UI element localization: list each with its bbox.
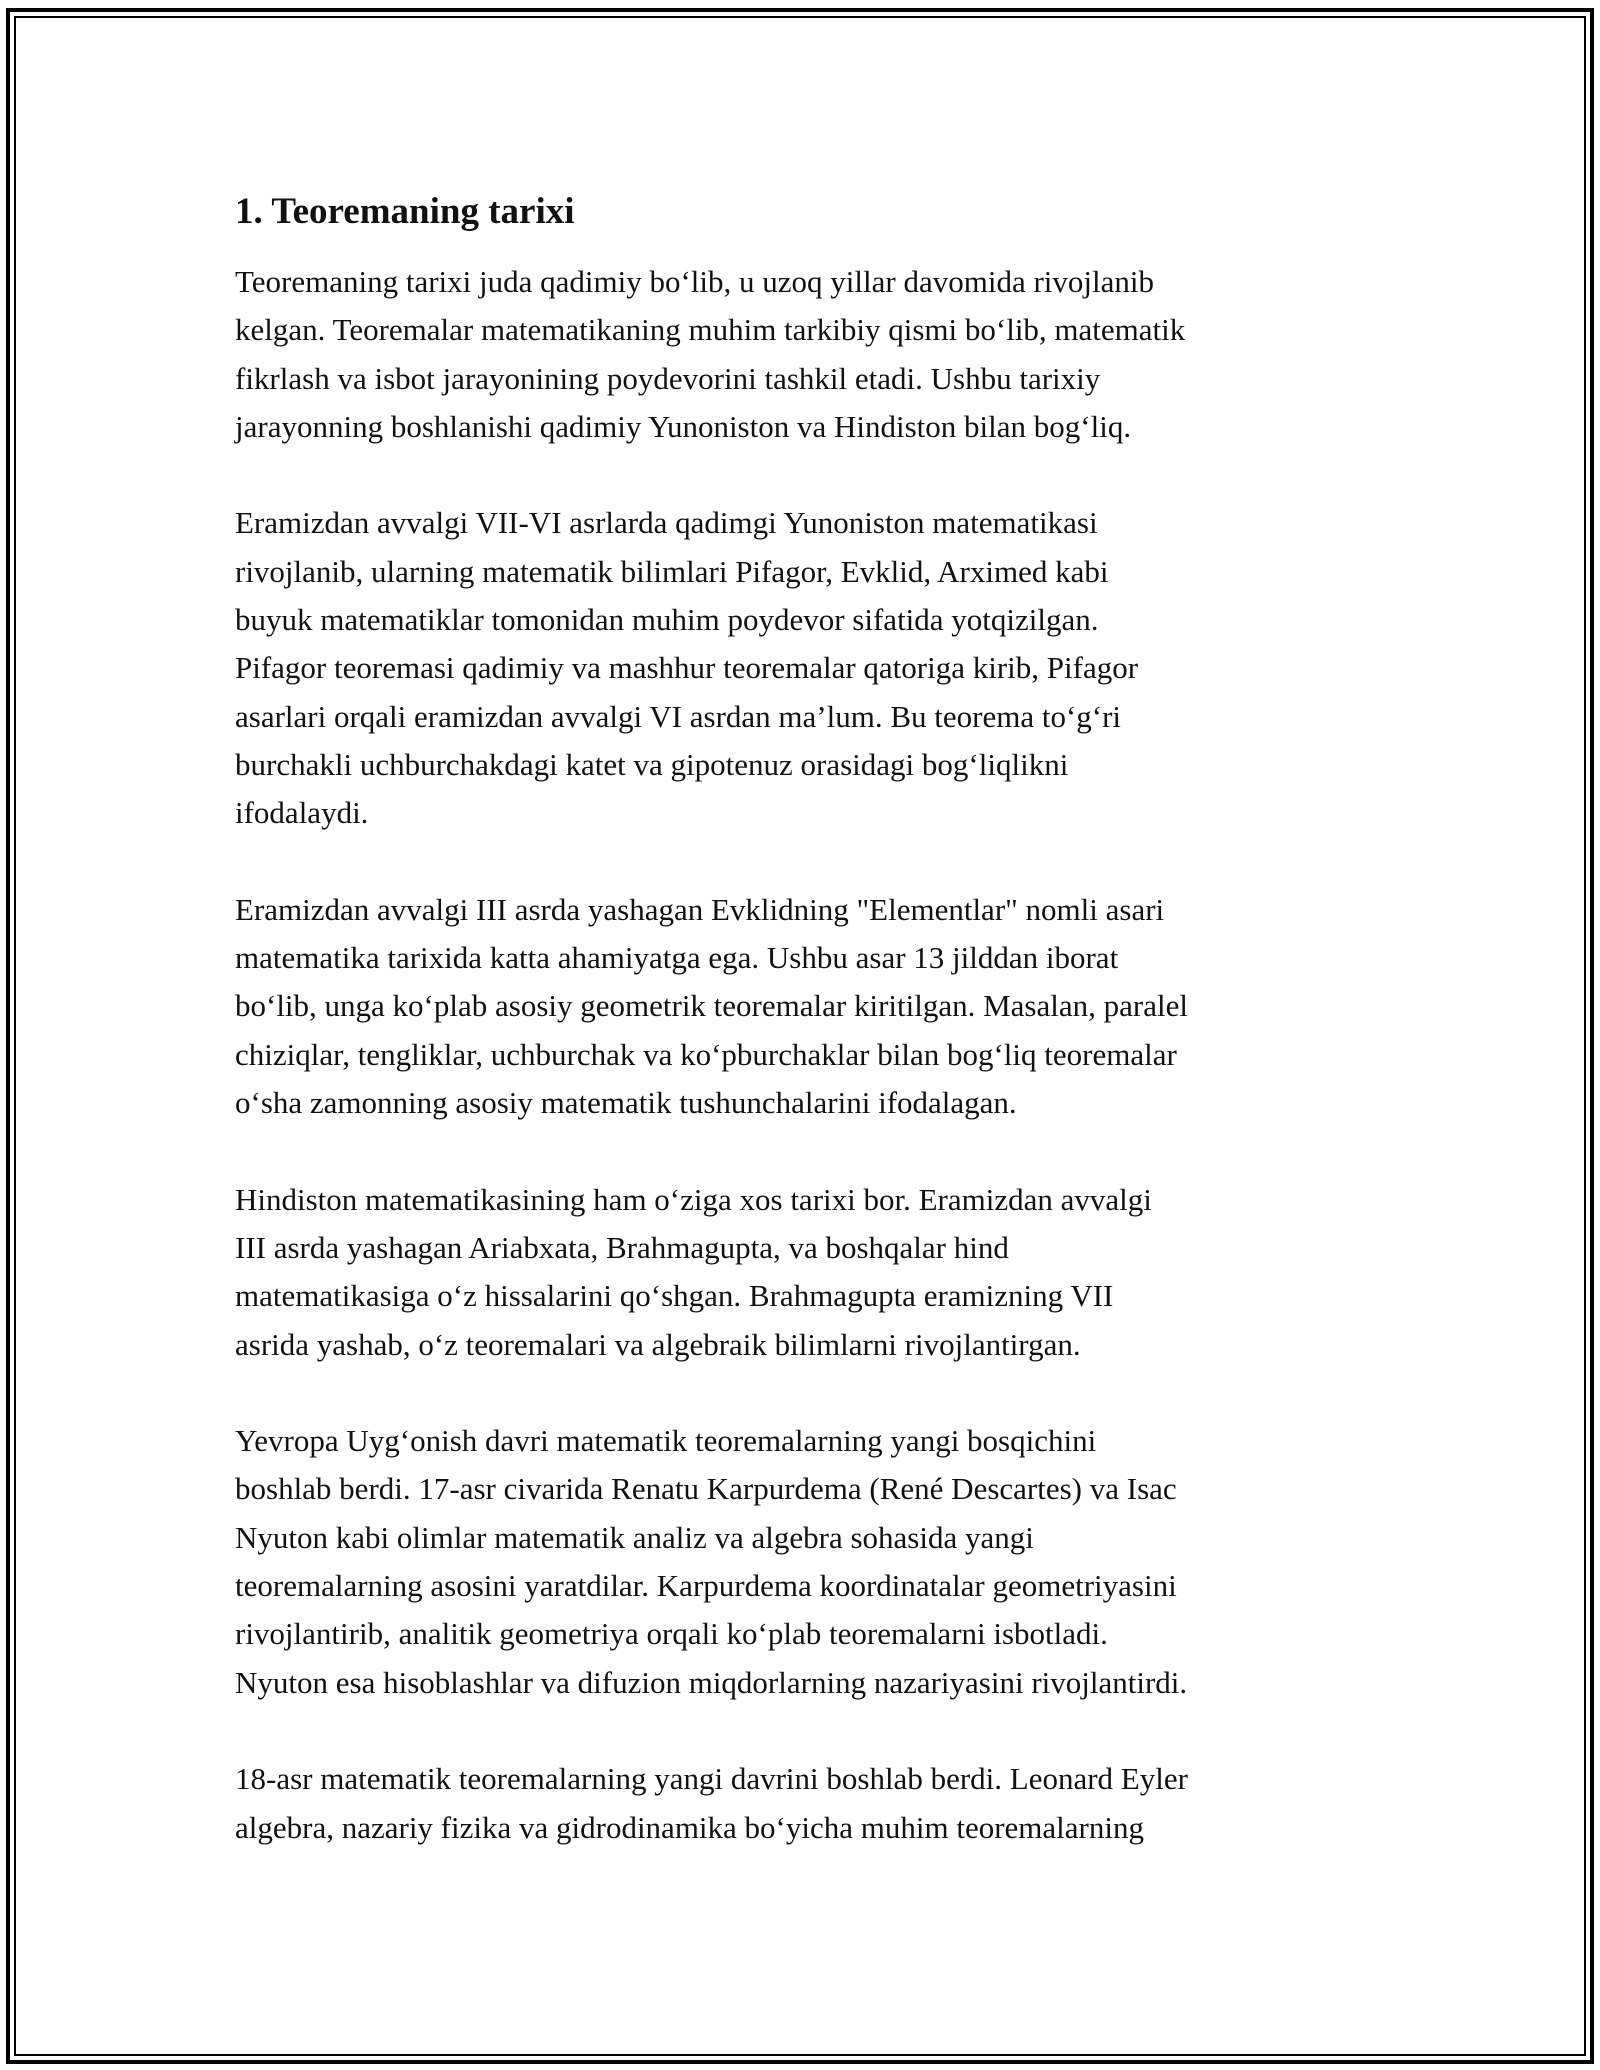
paragraph-line: III asrda yashagan Ariabxata, Brahmagupta, va boshqalar hind — [235, 1229, 1009, 1265]
paragraph — [235, 258, 1375, 451]
paragraph-line: Nyuton kabi olimlar matematik analiz va algebra sohasida yangi — [235, 1519, 1034, 1555]
paragraph — [235, 1755, 1375, 1852]
paragraph-line: teoremalarning asosini yaratdilar. Karpurdema koordinatalar geometriyasini — [235, 1568, 1177, 1604]
paragraph-line: jarayonning boshlanishi qadimiy Yunoniston va Hindiston bilan bog‘liq. — [235, 408, 1132, 444]
paragraph-line: Eramizdan avvalgi III asrda yashagan Evklidning "Elementlar" nomli asari — [235, 891, 1165, 927]
paragraph-line: Yevropa Uyg‘onish davri matematik teoremalarning yangi bosqichini — [235, 1423, 1097, 1459]
paragraph-line: Pifagor teoremasi qadimiy va mashhur teoremalar qatoriga kirib, Pifagor — [235, 650, 1139, 686]
paragraph-line: chiziqlar, tengliklar, uchburchak va ko‘pburchaklar bilan bog‘liq teoremalar — [235, 1036, 1177, 1072]
paragraph-line: bo‘lib, unga ko‘plab asosiy geometrik teoremalar kiritilgan. Masalan, paralel — [235, 988, 1188, 1024]
section-heading: 1. Teoremaning tarixi — [235, 191, 575, 232]
paragraph — [235, 886, 1375, 1127]
paragraph-line: algebra, nazariy fizika va gidrodinamika bo‘yicha muhim teoremalarning — [235, 1809, 1144, 1845]
paragraph-line: fikrlash va isbot jarayonining poydevorini tashkil etadi. Ushbu tarixiy — [235, 360, 1101, 396]
paragraph-line: asarlari orqali eramizdan avvalgi VI asrdan ma’lum. Bu teorema to‘g‘ri — [235, 698, 1122, 734]
document-body — [235, 186, 1375, 1900]
paragraph-line: buyuk matematiklar tomonidan muhim poydevor sifatida yotqizilgan. — [235, 602, 1099, 638]
paragraph-list — [235, 258, 1375, 1852]
paragraph-line: Eramizdan avvalgi VII-VI asrlarda qadimgi Yunoniston matematikasi — [235, 505, 1098, 541]
paragraph-line: boshlab berdi. 17-asr civarida Renatu Karpurdema (René Descartes) va Isac — [235, 1471, 1177, 1507]
paragraph-line: Teoremaning tarixi juda qadimiy bo‘lib, u uzoq yillar davomida rivojlanib — [235, 264, 1154, 299]
paragraph-line: 18-asr matematik teoremalarning yangi davrini boshlab berdi. Leonard Eyler — [235, 1761, 1188, 1797]
paragraph-line: asrida yashab, o‘z teoremalari va algebraik bilimlarni rivojlantirgan. — [235, 1326, 1081, 1362]
paragraph-line: kelgan. Teoremalar matematikaning muhim tarkibiy qismi bo‘lib, matematik — [235, 312, 1186, 348]
paragraph-line: burchakli uchburchakdagi katet va gipotenuz orasidagi bog‘liqlikni — [235, 746, 1069, 782]
paragraph-line: Hindiston matematikasining ham o‘ziga xos tarixi bor. Eramizdan avvalgi — [235, 1181, 1152, 1217]
paragraph — [235, 1176, 1375, 1369]
paragraph-line: rivojlanib, ularning matematik bilimlari Pifagor, Evklid, Arximed kabi — [235, 553, 1109, 589]
paragraph-line: matematikasiga o‘z hissalarini qo‘shgan. Brahmagupta eramizning VII — [235, 1278, 1114, 1314]
paragraph-line: o‘sha zamonning asosiy matematik tushunchalarini ifodalagan. — [235, 1085, 1017, 1121]
paragraph-line: ifodalaydi. — [235, 795, 369, 831]
paragraph — [235, 499, 1375, 837]
paragraph-line: rivojlantirib, analitik geometriya orqali ko‘plab teoremalarni isbotladi. — [235, 1616, 1108, 1652]
paragraph-line: matematika tarixida katta ahamiyatga ega. Ushbu asar 13 jilddan iborat — [235, 940, 1119, 976]
paragraph-line: Nyuton esa hisoblashlar va difuzion miqdorlarning nazariyasini rivojlantirdi. — [235, 1664, 1188, 1700]
paragraph — [235, 1417, 1375, 1707]
